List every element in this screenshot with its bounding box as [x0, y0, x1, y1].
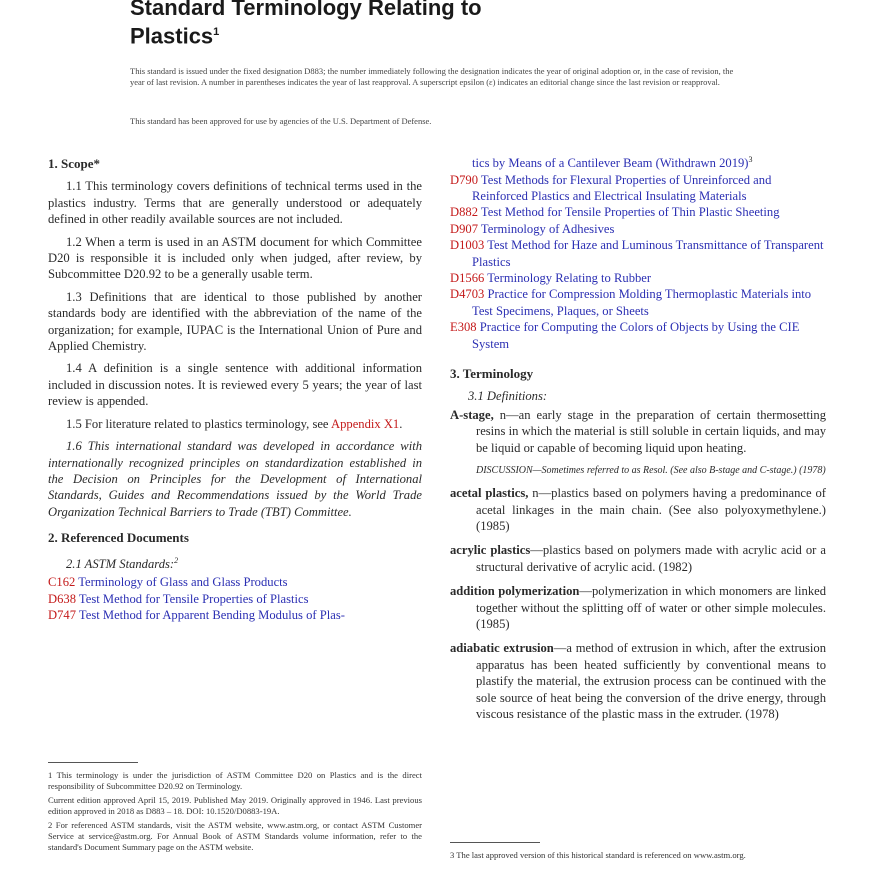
section-1-2: 1.2 When a term is used in an ASTM document for which Committee D20 is responsible it is included only when judged, after review, by Subcommittee D20.92 to be a generally usable term.	[48, 234, 422, 282]
ref-d4703[interactable]: D4703 Practice for Compression Molding Thermoplastic Materials into Test Specimens, Plaques, or Sheets	[450, 287, 812, 318]
title-footnote-mark[interactable]: 1	[213, 26, 220, 38]
right-column	[450, 152, 826, 730]
scope-heading: 1. Scope*	[48, 156, 100, 171]
term-addition-polymerization: addition polymerization—polymerization in which monomers are linked together without the splitting off of water or other simple molecules. (1985)	[450, 584, 827, 631]
section-2-1: 2.1 ASTM Standards:$^2$	[66, 555, 179, 571]
ref-d638[interactable]: D638 Test Method for Tensile Properties of Plastics	[48, 591, 309, 606]
footnote-1: 1 This terminology is under the jurisdiction of ASTM Committee D20 on Plastics and is the direct responsibility of Subcommittee D20.92 on Terminology.	[48, 770, 422, 791]
footnote-divider-right	[450, 842, 540, 843]
ref-d747[interactable]: D747 Test Method for Apparent Bending Modulus of Plas-	[48, 607, 345, 622]
designation-note: This standard is issued under the fixed designation D883; the number immediately following the designation indicates the year of original adoption or, in the case of revision, the year of last revision. A number in parentheses indicates the year of last reapproval. A superscript epsilon (ε) indicates an editorial change since the last revision or reapproval.	[130, 66, 734, 87]
footnote-2: 2 For referenced ASTM standards, visit the ASTM website, www.astm.org, or contact ASTM Customer Service at service@astm.org. For Annual Book of ASTM Standards volume information, refer to the standard's Document Summary page on the ASTM website.	[48, 820, 422, 852]
approval-note: This standard has been approved for use by agencies of the U.S. Department of Defense.	[130, 116, 432, 126]
footnote-2-mark[interactable]: 2	[174, 555, 179, 565]
appendix-link[interactable]: Appendix X1	[331, 416, 400, 431]
section-1-6: 1.6 This international standard was developed in accordance with internationally recognized principles on standardization established in the Decision on Principles for the Development of International Standards, Guides and Recommendations issued by the World Trade Organization Technical Barriers to Trade (TBT) Committee.	[48, 439, 422, 519]
term-acrylic-plastics: acrylic plastics—plastics based on polymers made with acrylic acid or a structural derivative of acrylic acid. (1982)	[450, 543, 826, 574]
ref-d747-continued[interactable]: tics by Means of a Cantilever Beam (Withdrawn 2019)$^3$	[472, 155, 753, 171]
page-title	[130, 0, 482, 48]
ref-d907[interactable]: D907 Terminology of Adhesives	[450, 221, 615, 236]
footnotes-right	[450, 850, 826, 864]
referenced-documents-heading: 2. Referenced Documents	[48, 530, 189, 546]
section-1-3: 1.3 Definitions that are identical to those published by another standards body are identified with the abbreviation of the name of the organization; for example, IUPAC is the International Union of Pure and Applied Chemistry.	[48, 289, 422, 354]
title-line-2: Plastics$^1$	[130, 23, 220, 49]
ref-d882[interactable]: D882 Test Method for Tensile Properties of Thin Plastic Sheeting	[450, 205, 780, 220]
ref-c162[interactable]: C162 Terminology of Glass and Glass Products	[48, 575, 288, 590]
ref-d1566[interactable]: D1566 Terminology Relating to Rubber	[450, 271, 652, 286]
section-1-4: 1.4 A definition is a single sentence with additional information included in discussion notes. It is reviewed every 5 years; the year of last review is appended.	[48, 361, 422, 409]
discussion-note: DISCUSSION—Sometimes referred to as Resol. (See also B-stage and C-stage.) (1978)	[476, 465, 826, 477]
footnotes-left	[48, 770, 422, 856]
term-a-stage: A-stage, n—an early stage in the preparation of certain thermosetting resins in which the material is still soluble in certain liquids, and may be liquid or capable of becoming liquid upon heating.	[450, 407, 826, 455]
term-acetal-plastics: acetal plastics, n—plastics based on polymers having a predominance of acetal linkages in the main chain. (See also polyoxymethylene.) (1985)	[450, 486, 826, 533]
title-line-1: Standard Terminology Relating to	[130, 0, 482, 20]
terminology-heading: 3. Terminology	[450, 366, 534, 382]
ref-d790[interactable]: D790 Test Methods for Flexural Properties of Unreinforced and Reinforced Plastics and Electrical Insulating Materials	[450, 172, 772, 203]
term-adiabatic-extrusion: adiabatic extrusion—a method of extrusion in which, after the extrusion apparatus has been heated sufficiently by conventional means to plastify the material, the extrusion process can be continued with the sole source of heat being the conversion of the drive energy, through viscous resistance of the plastic mass in the extruder. (1978)	[450, 641, 826, 721]
footnote-3-mark[interactable]: 3	[748, 155, 753, 164]
section-1-5: 1.5 For literature related to plastics terminology, see Appendix X1.	[66, 416, 403, 431]
left-column	[48, 152, 422, 623]
footnote-1-edition: Current edition approved April 15, 2019. Published May 2019. Originally approved in 1946. Last previous edition approved in 2018 as D883 – 18. DOI: 10.1520/D0883-19A.	[48, 795, 422, 816]
section-3-1: 3.1 Definitions:	[468, 389, 548, 404]
section-1-1: 1.1 This terminology covers definitions of technical terms used in the plastics industry. Terms that are generally understood or adequately defined in other readily available sources are not included.	[48, 179, 422, 227]
footnote-divider-left	[48, 762, 138, 763]
footnote-3: 3 The last approved version of this historical standard is referenced on www.astm.org.	[450, 850, 746, 860]
ref-d1003[interactable]: D1003 Test Method for Haze and Luminous Transmittance of Transparent Plastics	[450, 238, 824, 269]
ref-e308[interactable]: E308 Practice for Computing the Colors of Objects by Using the CIE System	[450, 320, 800, 351]
